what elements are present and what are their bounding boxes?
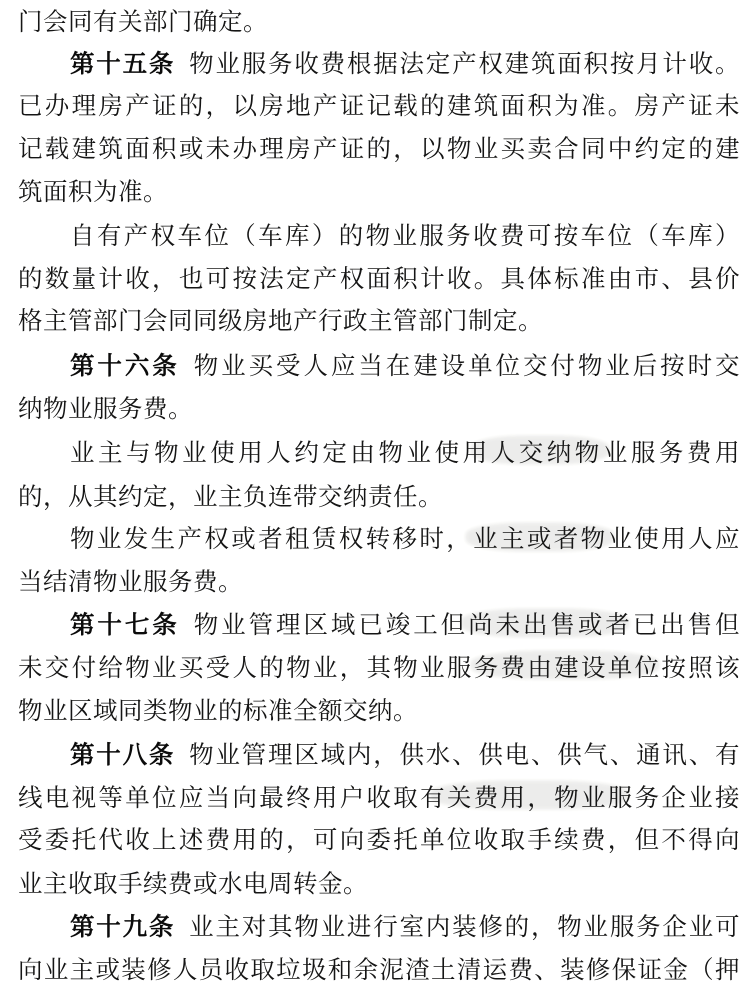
text-line: 自有产权车位（车库）的物业服务收费可按车位（车库） xyxy=(70,221,740,250)
article-number: 第十八条 xyxy=(70,740,176,769)
text-line: 的数量计收，也可按法定产权面积计收。具体标准由市、县价 xyxy=(18,264,740,293)
text-line: 记载建筑面积或未办理房产证的，以物业买卖合同中约定的建 xyxy=(18,134,740,163)
text-line: 线电视等单位应当向最终用户收取有关费用，物业服务企业接 xyxy=(18,783,740,812)
article-number: 第十七条 xyxy=(70,610,180,639)
text-line: 第十六条 物业买受人应当在建设单位交付物业后按时交 xyxy=(70,351,740,380)
text-line: 筑面积为准。 xyxy=(18,177,168,206)
text-line: 业主收取手续费或水电周转金。 xyxy=(18,869,368,898)
text-line: 的，从其约定，业主负连带交纳责任。 xyxy=(18,482,443,511)
text-line: 第十九条 业主对其物业进行室内装修的，物业服务企业可 xyxy=(70,912,740,941)
article-number: 第十六条 xyxy=(70,351,180,380)
text-line: 第十七条 物业管理区域已竣工但尚未出售或者已出售但 xyxy=(70,610,740,639)
article-number: 第十五条 xyxy=(70,49,176,78)
text-line: 物业区域同类物业的标准全额交纳。 xyxy=(18,696,418,725)
text-line: 受委托代收上述费用的，可向委托单位收取手续费，但不得向 xyxy=(18,825,740,854)
text-line: 向业主或装修人员收取垃圾和余泥渣土清运费、装修保证金（押 xyxy=(18,955,740,984)
text-line: 第十五条 物业服务收费根据法定产权建筑面积按月计收。 xyxy=(70,49,740,78)
text-line: 当结清物业服务费。 xyxy=(18,567,243,596)
text-line: 已办理房产证的，以房地产证记载的建筑面积为准。房产证未 xyxy=(18,91,740,120)
text-line: 未交付给物业买受人的物业，其物业服务费由建设单位按照该 xyxy=(18,653,740,682)
text-line: 物业发生产权或者租赁权转移时，业主或者物业使用人应 xyxy=(70,524,740,553)
article-number: 第十九条 xyxy=(70,912,176,941)
text-line: 门会同有关部门确定。 xyxy=(18,7,268,36)
text-line: 格主管部门会同同级房地产行政主管部门制定。 xyxy=(18,306,543,335)
text-line: 第十八条 物业管理区域内，供水、供电、供气、通讯、有 xyxy=(70,740,740,769)
text-line: 业主与物业使用人约定由物业使用人交纳物业服务费用 xyxy=(70,438,740,467)
text-line: 纳物业服务费。 xyxy=(18,394,193,423)
